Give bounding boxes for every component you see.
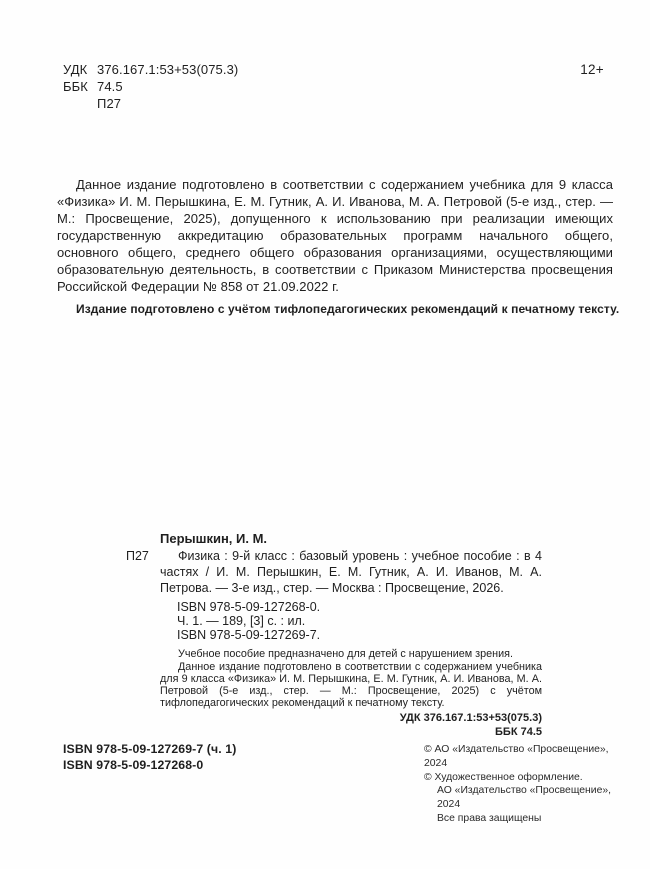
- bottom-isbn-block: [63, 742, 236, 773]
- age-rating-badge: 12+: [580, 62, 604, 77]
- card-isbn-group: [177, 600, 542, 642]
- copyright-line-publisher: © АО «Издательство «Просвещение», 2024: [424, 744, 609, 769]
- card-bbk-line: ББК 74.5: [495, 725, 542, 738]
- catalog-card: [126, 530, 542, 739]
- card-isbn-edition: ISBN 978-5-09-127268-0.: [177, 600, 321, 614]
- card-conformity-note: Данное издание подготовлено в соответствии с содержанием учебника для 9 класса «Физика» И. М. Перышкина, Е. М. Гутник, А. И. Иванова, М. А. Петровой (5-е изд., стер. — М.: Просвещение, 2025) с учётом тифлопедагогических рекомендаций к печатному тексту.: [160, 661, 542, 709]
- bbk-value: 74.5: [97, 79, 123, 94]
- udk-label: УДК: [63, 62, 88, 77]
- bottom-isbn-part: ISBN 978-5-09-127269-7 (ч. 1): [63, 742, 237, 756]
- card-codes-right: [126, 712, 542, 739]
- copyright-line-publisher2: АО «Издательство «Просвещение», 2024: [437, 785, 612, 811]
- card-udk-line: УДК 376.167.1:53+53(075.3): [399, 712, 542, 724]
- card-part-line: Ч. 1. — 189, [3] с. : ил.: [177, 614, 306, 628]
- bbk-label: ББК: [63, 79, 88, 94]
- copyright-block: [424, 743, 620, 826]
- card-author-sign: П27: [126, 549, 149, 563]
- top-classification-codes: [63, 61, 238, 112]
- card-description: Физика : 9-й класс : базовый уровень : учебное пособие : в 4 частях / И. М. Перышкин, Е. М. Гутник, А. И. Иванов, М. А. Петрова. — 3-е изд., стер. — Москва : Просвещение, 2026.: [160, 549, 542, 595]
- bottom-isbn-edition: ISBN 978-5-09-127268-0: [63, 757, 204, 772]
- udk-value: 376.167.1:53+53(075.3): [97, 62, 239, 77]
- copyright-line-art: © Художественное оформление.: [424, 771, 583, 783]
- conformity-paragraph: Данное издание подготовлено в соответствии с содержанием учебника для 9 класса «Физика» И. М. Перышкина, Е. М. Гутник, А. И. Иванова, М. А. Петровой (5-е изд., стер. — М.: Просвещение, 2025), допущенного к использованию при реализации имеющих государственную аккредитацию образовательных программ начального общего, основного общего, среднего общего образования организациями, осуществляющими образовательную деятельность, в соответствии с Приказом Министерства просвещения Российской Федерации № 858 от 21.09.2022 г.: [57, 177, 613, 294]
- typhlo-note: Издание подготовлено с учётом тифлопедагогических рекомендаций к печатному тексту.: [76, 302, 620, 316]
- author-sign-spacer: [63, 95, 97, 112]
- card-isbn-part: ISBN 978-5-09-127269-7.: [177, 628, 321, 642]
- card-description-row: [126, 548, 542, 596]
- card-audience-note: Учебное пособие предназначено для детей с нарушением зрения.: [178, 648, 513, 660]
- lead-block: [57, 176, 620, 316]
- copyright-line-rights: Все права защищены: [437, 812, 542, 824]
- card-author-heading: Перышкин, И. М.: [160, 531, 268, 546]
- author-sign: П27: [97, 96, 122, 111]
